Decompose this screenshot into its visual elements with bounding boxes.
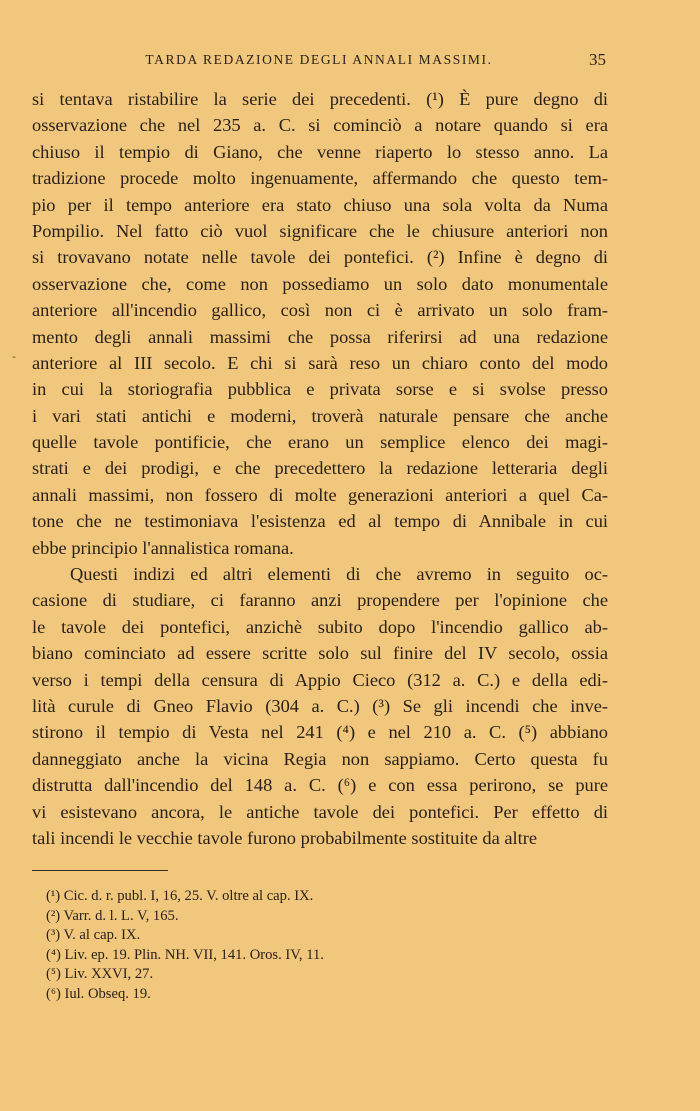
text-line: tali incendi le vecchie tavole furono probabilmente sostituite da altre — [32, 827, 538, 848]
text-line: pio per il tempo anteriore era stato chiuso una sola volta da Numa — [32, 194, 608, 215]
text-line: tone che ne testimoniava l'esistenza ed al tempo di Annibale in cui — [32, 511, 608, 532]
footnote: (²) Varr. d. l. L. V, 165. — [46, 907, 179, 924]
text-line: si tentava ristabilire la serie dei precedenti. (¹) È pure degno di — [32, 89, 608, 109]
paragraph — [32, 86, 608, 561]
text-line: stirono il tempio di Vesta nel 241 (⁴) e nel 210 a. C. (⁵) abbiano — [32, 722, 608, 743]
footnote: (¹) Cic. d. r. publ. I, 16, 25. V. oltre al cap. IX. — [46, 888, 314, 904]
text-line: osservazione che nel 235 a. C. si cominciò a notare quando si era — [32, 115, 608, 136]
text-line: anteriore all'incendio gallico, così non ci è arrivato un solo fram- — [32, 300, 608, 321]
footnote: (⁵) Liv. XXVI, 27. — [46, 966, 154, 983]
text-line: casione di studiare, ci faranno anzi propendere per l'opinione che — [32, 590, 608, 611]
page-header — [32, 50, 606, 72]
text-line: si trovavano notate nelle tavole dei pontefici. (²) Infine è degno di — [32, 247, 608, 268]
footnote: (³) V. al cap. IX. — [46, 927, 141, 944]
text-line: tradizione procede molto ingenuamente, affermando che questo tem- — [32, 168, 608, 189]
text-line: i vari stati antichi e moderni, troverà naturale pensare che anche — [32, 405, 608, 426]
text-line: annali massimi, non fossero di molte generazioni anteriori a quel Ca- — [32, 484, 608, 505]
text-line: distrutta dall'incendio del 148 a. C. (⁶) e con essa perirono, se pure — [32, 775, 608, 796]
text-line: Questi indizi ed altri elementi di che avremo in seguito oc- — [70, 564, 608, 585]
footnote: (⁶) Iul. Obseq. 19. — [46, 985, 151, 1002]
text-line: in cui la storiografia pubblica e privata sorse e si svolse presso — [32, 379, 608, 400]
text-line: vi esistevano ancora, le antiche tavole dei pontefici. Per effetto di — [32, 801, 608, 822]
text-line: strati e dei prodigi, e che precedettero la redazione letteraria degli — [32, 458, 608, 479]
text-line: osservazione che, come non possediamo un solo dato monumentale — [32, 273, 608, 294]
text-line: verso i tempi della censura di Appio Cieco (312 a. C.) e della edi- — [32, 669, 608, 690]
footnotes — [46, 887, 586, 1005]
text-line: danneggiato anche la vicina Regia non sappiamo. Certo questa fu — [32, 748, 608, 769]
paragraph — [32, 561, 608, 851]
footnote: (⁴) Liv. ep. 19. Plin. NH. VII, 141. Oros. IV, 11. — [46, 946, 324, 963]
footnote-separator — [32, 870, 168, 871]
text-line: quelle tavole pontificie, che erano un semplice elenco dei magi- — [32, 432, 608, 453]
text-line: le tavole dei pontefici, anzichè subito dopo l'incendio gallico ab- — [32, 616, 608, 637]
text-line: ebbe principio l'annalistica romana. — [32, 537, 294, 558]
text-line: anteriore al III secolo. E chi si sarà reso un chiaro conto del modo — [32, 352, 608, 373]
body-text — [32, 86, 608, 851]
text-line: mento degli annali massimi che possa riferirsi ad una redazione — [32, 326, 608, 347]
text-line: biano cominciato ad essere scritte solo sul finire del IV secolo, ossia — [32, 643, 608, 664]
running-title: TARDA REDAZIONE DEGLI ANNALI MASSIMI. — [145, 52, 493, 67]
text-line: lità curule di Gneo Flavio (304 a. C.) (³) Se gli incendi che inve- — [32, 695, 608, 716]
text-line: chiuso il tempio di Giano, che venne riaperto lo stesso anno. La — [32, 141, 608, 162]
text-line: Pompilio. Nel fatto ciò vuol significare che le chiusure anteriori non — [32, 220, 608, 241]
margin-mark: - — [12, 349, 16, 363]
page-number: 35 — [589, 50, 606, 69]
